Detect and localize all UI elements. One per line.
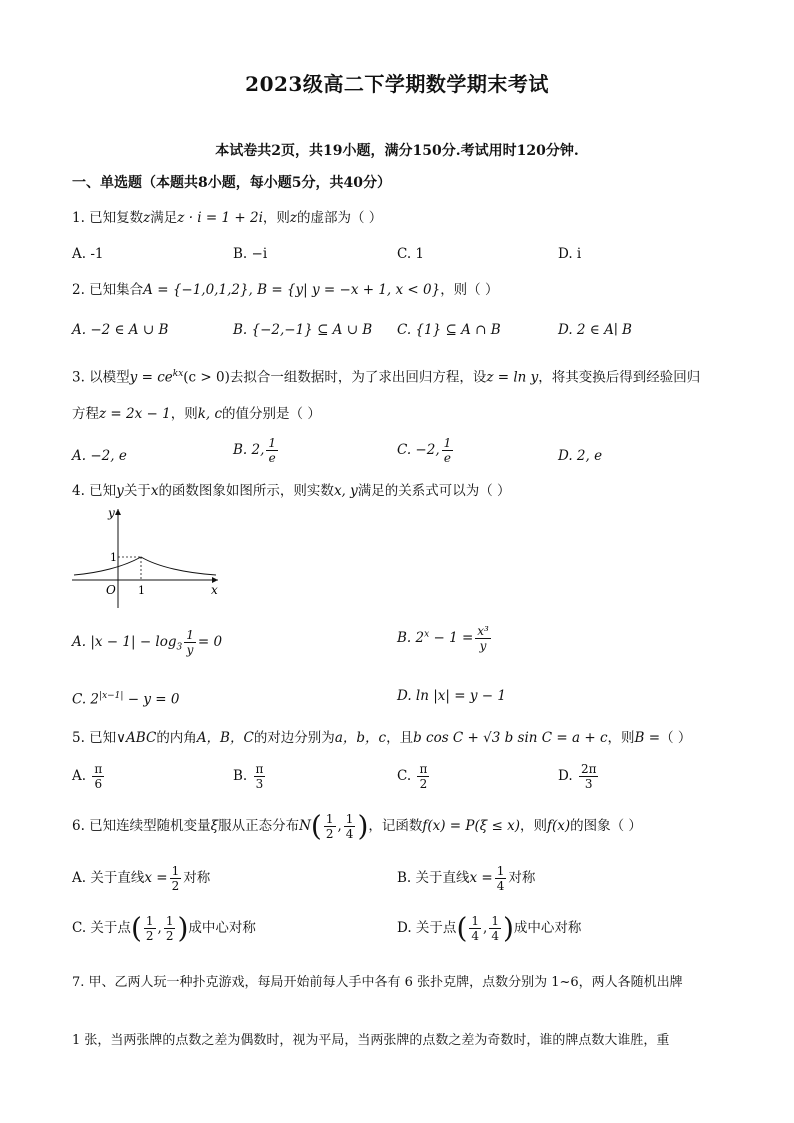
q3-option-d: D. 2, e bbox=[558, 448, 603, 464]
q1-option-c: C. 1 bbox=[397, 246, 425, 262]
q5-option-d: D. $\frac{2\pi}{3}$ bbox=[558, 762, 597, 791]
y-axis-label: y bbox=[108, 506, 115, 520]
q2-option-b: B. {−2,−1} ⊆ A ∪ B bbox=[233, 322, 373, 338]
q1-option-b: B. −i bbox=[233, 246, 268, 262]
fraction: $\frac{1}{2}$ bbox=[325, 812, 334, 841]
fraction: $\frac{1}{4}$ bbox=[345, 812, 354, 841]
page-title: 2023级高二下学期数学期末考试 bbox=[245, 72, 549, 96]
fraction: $\frac{1}{2}$ bbox=[171, 864, 180, 893]
origin-label: O bbox=[106, 583, 116, 597]
fraction: $\frac{\pi}{6}$ bbox=[94, 762, 103, 791]
q4-option-a: A. $|x - 1| - \log_3$ $\frac{1}{y}$ = 0 bbox=[72, 628, 223, 657]
q2-option-d: D. 2 ∈ A∣ B bbox=[558, 322, 632, 338]
q4-option-b: B. 2$^x$ − 1 = $\frac{\text{x³}}{y}$ bbox=[397, 624, 489, 653]
fraction: $\frac{1}{y}$ bbox=[186, 628, 194, 657]
fraction: $\frac{\pi}{3}$ bbox=[255, 762, 264, 791]
q3-option-a: A. −2, e bbox=[72, 448, 127, 464]
q2-option-c: C. {1} ⊆ A ∩ B bbox=[397, 322, 501, 338]
x-tick-1: 1 bbox=[138, 584, 145, 597]
exam-info: 本试卷共2页，共19小题，满分150分.考试用时120分钟. bbox=[215, 143, 579, 159]
q6-option-d: D. 关于点( $\frac{1}{4}$ , $\frac{1}{4}$ )成中心对称 bbox=[397, 911, 582, 945]
function-graph bbox=[68, 505, 228, 610]
q6-option-b: B. 关于直线x = $\frac{1}{4}$ 对称 bbox=[397, 864, 536, 893]
question-6: 6. 已知连续型随机变量ξ服从正态分布N( $\frac{1}{2}$ , $\frac{1}{4}$ )，记函数f(x) = P(ξ ≤ x)，则f(x)的图象（ ） bbox=[72, 809, 642, 843]
fraction: $\frac{1}{2}$ bbox=[165, 914, 174, 943]
question-3-line-2: 方程z = 2x − 1，则k, c的值分别是（ ） bbox=[72, 406, 321, 422]
q6-option-c: C. 关于点( $\frac{1}{2}$ , $\frac{1}{2}$ )成中心对称 bbox=[72, 911, 256, 945]
q6-option-a: A. 关于直线x = $\frac{1}{2}$ 对称 bbox=[72, 864, 211, 893]
fraction: $\frac{1}{e}$ bbox=[443, 436, 452, 465]
question-3-line-1: 3. 以模型$y = ce^{kx}(c > 0)$去拟合一组数据时，为了求出回归方程，设z = ln y，将其变换后得到经验回归 bbox=[72, 369, 701, 386]
q4-option-c: C. $2^{|x-1|} - y = 0$ bbox=[72, 691, 180, 708]
question-5: 5. 已知∨ABC的内角A，B，C的对边分别为a，b，c，且b cos C + √3 b sin C = a + c，则B =（ ） bbox=[72, 730, 692, 746]
q5-option-c: C. $\frac{\pi}{2}$ bbox=[397, 762, 428, 791]
q5-option-b: B. $\frac{\pi}{3}$ bbox=[233, 762, 264, 791]
question-1: 1. 已知复数z满足z · i = 1 + 2i，则z的虚部为（ ） bbox=[72, 210, 383, 226]
question-2: 2. 已知集合A = {−1,0,1,2}, B = {y| y = −x + 1, x < 0}，则（ ） bbox=[72, 282, 499, 298]
question-7-line-1: 7. 甲、乙两人玩一种扑克游戏，每局开始前每人手中各有 6 张扑克牌，点数分别为 1~6，两人各随机出牌 bbox=[72, 975, 683, 990]
fraction: $\frac{1}{4}$ bbox=[496, 864, 505, 893]
fraction: $\frac{1}{e}$ bbox=[268, 436, 277, 465]
q1-option-d: D. i bbox=[558, 246, 582, 262]
fraction: $\frac{1}{2}$ bbox=[145, 914, 154, 943]
q1-option-a: A. -1 bbox=[72, 246, 104, 262]
section-heading: 一、单选题（本题共8小题，每小题5分，共40分） bbox=[72, 175, 391, 191]
q3-option-b: B. 2, $\frac{1}{e}$ bbox=[233, 436, 277, 465]
x-axis-label: x bbox=[211, 583, 218, 597]
fraction: $\frac{1}{4}$ bbox=[471, 914, 480, 943]
q2-option-a: A. −2 ∈ A ∪ B bbox=[72, 322, 169, 338]
y-tick-1: 1 bbox=[110, 551, 117, 564]
q3-option-c: C. −2, $\frac{1}{e}$ bbox=[397, 436, 452, 465]
question-4: 4. 已知y关于x的函数图象如图所示，则实数x, y满足的关系式可以为（ ） bbox=[72, 483, 511, 499]
curve bbox=[74, 557, 216, 575]
q5-option-a: A. $\frac{\pi}{6}$ bbox=[72, 762, 103, 791]
question-7-line-2: 1 张，当两张牌的点数之差为偶数时，视为平局，当两张牌的点数之差为奇数时，谁的牌点数大谁胜，重 bbox=[72, 1033, 670, 1048]
fraction: $\frac{1}{4}$ bbox=[491, 914, 499, 943]
fraction: $\frac{\text{x³}}{y}$ bbox=[477, 624, 489, 653]
fraction: $\frac{2\pi}{3}$ bbox=[580, 762, 597, 791]
q4-option-d: D. ln |x| = y − 1 bbox=[397, 688, 506, 704]
fraction: $\frac{\pi}{2}$ bbox=[419, 762, 428, 791]
